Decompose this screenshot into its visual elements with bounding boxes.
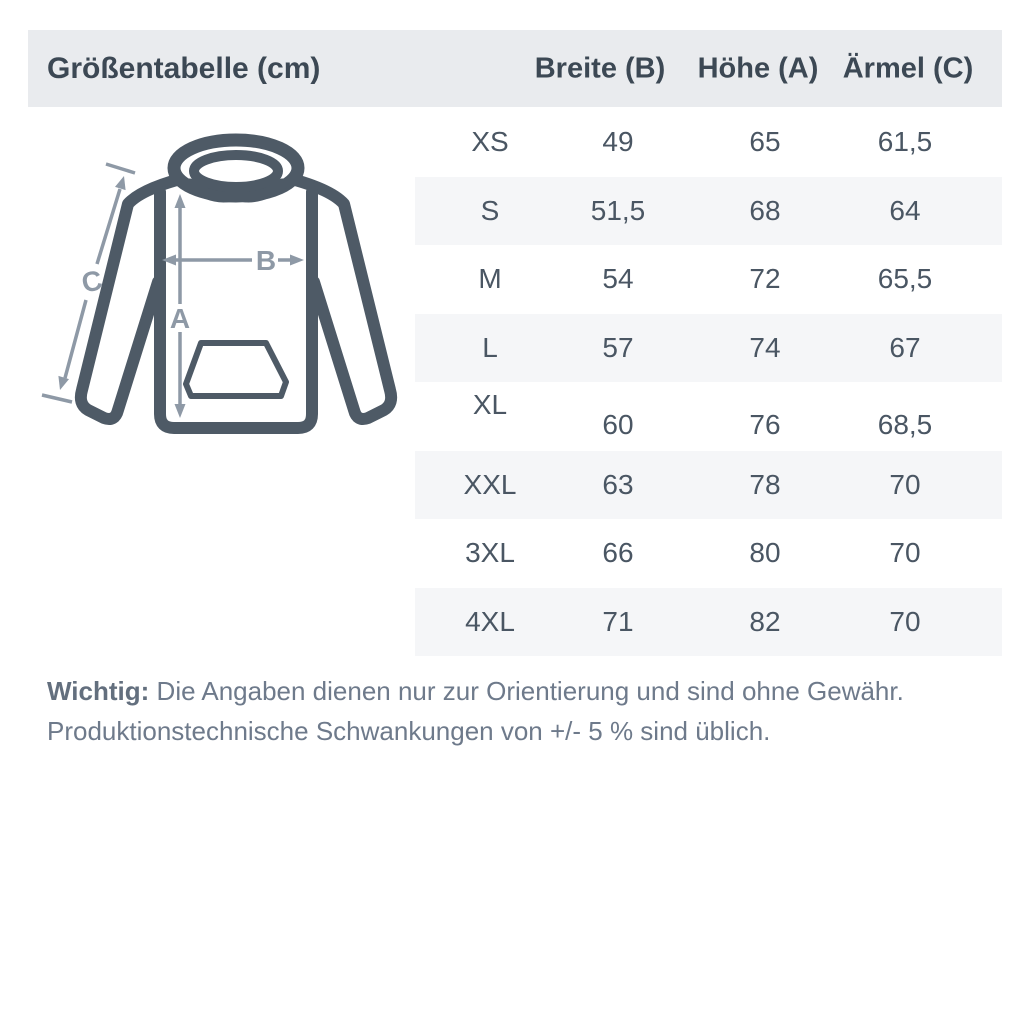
table-row: [415, 588, 1002, 657]
breite-cell: 66: [602, 537, 634, 569]
table-row: [415, 519, 1002, 588]
table-row: [415, 245, 1002, 314]
size-table: [415, 108, 1002, 656]
column-header-hoehe: Höhe (A): [697, 52, 819, 84]
breite-cell: 51,5: [590, 194, 646, 226]
arrow-c-top-tick: [106, 164, 135, 173]
breite-cell: 63: [602, 468, 634, 500]
table-row: [415, 382, 1002, 451]
aermel-cell: 70: [889, 537, 921, 569]
aermel-cell: 61,5: [877, 126, 933, 158]
breite-cell: 71: [602, 605, 634, 637]
pocket-icon: [186, 343, 286, 396]
breite-cell: 57: [602, 331, 634, 363]
hoodie-measurement-diagram: [40, 118, 420, 450]
hoehe-cell: 76: [749, 409, 781, 441]
table-row: [415, 177, 1002, 246]
note-label: Wichtig:: [47, 676, 150, 706]
hoehe-cell: 72: [749, 263, 781, 295]
arrow-c-bottom-tick: [42, 395, 72, 402]
aermel-cell: 67: [889, 331, 921, 363]
size-cell: S: [480, 194, 500, 226]
hoehe-cell: 78: [749, 468, 781, 500]
size-cell: XL: [472, 389, 508, 421]
dimension-label-b: B: [255, 245, 277, 276]
aermel-cell: 64: [889, 194, 921, 226]
breite-cell: 49: [602, 126, 634, 158]
note-line-1: Die Angaben dienen nur zur Orientierung und sind ohne Gewähr.: [156, 676, 904, 706]
hoehe-cell: 74: [749, 331, 781, 363]
aermel-cell: 65,5: [877, 263, 933, 295]
dimension-label-a: A: [169, 303, 191, 334]
table-header-band: [28, 30, 1002, 107]
column-header-breite: Breite (B): [534, 52, 666, 84]
size-cell: L: [482, 331, 498, 363]
hoehe-cell: 68: [749, 194, 781, 226]
aermel-cell: 70: [889, 468, 921, 500]
size-cell: XXL: [463, 468, 517, 500]
dimension-label-c: C: [78, 264, 106, 299]
page-title: Größentabelle (cm): [47, 51, 321, 85]
size-cell: XS: [471, 126, 509, 158]
hoehe-cell: 82: [749, 605, 781, 637]
hoehe-cell: 65: [749, 126, 781, 158]
note-line-2: Produktionstechnische Schwankungen von +/- 5 % sind üblich.: [47, 716, 771, 746]
size-cell: 3XL: [465, 537, 515, 569]
aermel-cell: 70: [889, 605, 921, 637]
table-row: [415, 314, 1002, 383]
breite-cell: 54: [602, 263, 634, 295]
size-cell: M: [478, 263, 502, 295]
size-cell: 4XL: [465, 605, 515, 637]
hoehe-cell: 80: [749, 537, 781, 569]
disclaimer-note: [47, 671, 991, 751]
aermel-cell: 68,5: [877, 409, 933, 441]
hood-icon: [174, 140, 298, 197]
column-header-aermel: Ärmel (C): [842, 52, 974, 84]
table-row: [415, 451, 1002, 520]
breite-cell: 60: [602, 409, 634, 441]
table-row: [415, 108, 1002, 177]
